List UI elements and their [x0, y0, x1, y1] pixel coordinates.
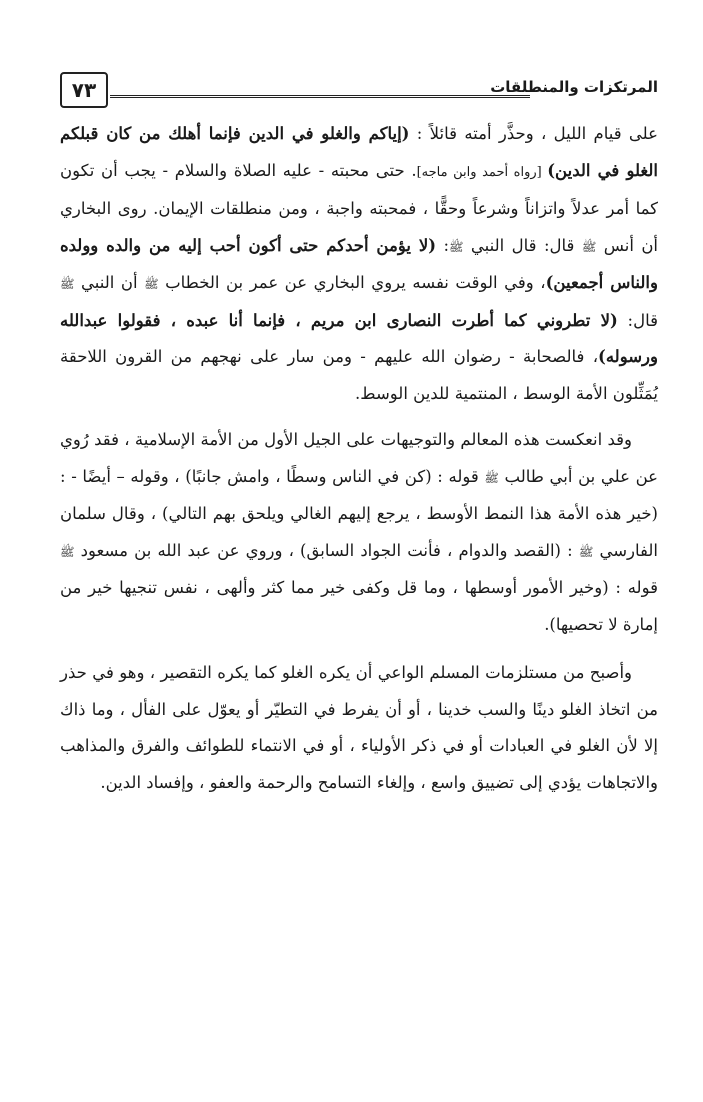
honorific-glyph: ﷺ: [581, 239, 597, 254]
paragraph-1: [60, 116, 658, 412]
citation: [رواه أحمد وابن ماجه]: [416, 164, 548, 180]
honorific-glyph: ﷺ: [60, 277, 75, 291]
running-title: المرتكزات والمنطلقات: [490, 78, 658, 96]
honorific-glyph: ﷺ: [144, 277, 159, 291]
text-segment: :: [436, 235, 450, 255]
text-segment: ، وفي الوقت نفسه يروي البخاري عن عمر بن الخطاب: [158, 273, 546, 292]
text-segment: على قيام الليل ، وحذَّر أمته قائلاً :: [409, 124, 658, 143]
honorific-glyph: ﷺ: [484, 470, 499, 485]
text-segment: . حتى محبته - عليه الصلاة والسلام - يجب أن تكون كما أمر عدلاً واتزاناً وشرعاً وحقًّا ، فمحبته واجبة ، ومن منطلقات الإيمان. روى البخاري أن أنس: [60, 160, 659, 255]
honorific-glyph: ﷺ: [60, 544, 75, 559]
text-segment: قوله : (وخير الأمور أوسطها ، وما قل وكفى خير مما كثر وألهى ، نفس تنجيها خير من إمارة لا تحصيها).: [60, 578, 658, 634]
text-segment: وقد انعكست هذه المعالم والتوجيهات على الجيل الأول من الأمة الإسلامية ، فقد رُوي عن علي بن أبي طالب: [60, 430, 658, 486]
page-body: [60, 116, 658, 801]
honorific-glyph: ﷺ: [578, 544, 594, 559]
text-segment: أن النبي: [74, 273, 145, 292]
hadith-quote: (لا تطروني كما أطرت النصارى ابن مريم ، فإنما أنا عبده ، فقولوا عبدالله ورسوله): [60, 310, 658, 366]
page-number: ٧٣: [60, 72, 108, 108]
text-segment: قال: قال النبي: [463, 235, 582, 255]
honorific-glyph: ﷺ: [449, 239, 464, 254]
page-header: [60, 72, 658, 112]
text-segment: ، فالصحابة - رضوان الله عليهم - ومن سار على نهجهم من القرون اللاحقة يُمَثِّلون الأمة الوسط ، المنتمية للدين الوسط.: [60, 347, 658, 403]
text-segment: : (القصد والدوام ، فأنت الجواد السابق) ، وروي عن عبد الله بن مسعود: [74, 540, 579, 560]
paragraph-3: وأصبح من مستلزمات المسلم الواعي أن يكره الغلو كما يكره التقصير ، وهو في حذر من اتخاذ الغلو دينًا والسب خدينا ، أو أن يفرط في التطيّر أو يعوّل على الفأل ، وما ذاك إلا لأن الغلو في العبادات أو في ذكر الأولياء ، أو في الانتماء للطوائف والفرق والمذاهب والاتجاهات يؤدي إلى تضييق واسع ، وإلغاء التسامح والرحمة والعفو ، وإفساد الدين.: [60, 663, 658, 792]
paragraph-2: [60, 422, 658, 643]
header-rule: [110, 95, 530, 98]
text-segment: قال:: [617, 310, 658, 330]
text-segment: قوله : (كن في الناس وسطًا ، وامش جانبًا) ، وقوله – أيضًا - : (خير هذه الأمة هذا النمط الأوسط ، يرجع إليهم الغالي ويلحق بهم التالي) ، وقال سلمان الفارسي: [60, 466, 658, 560]
hadith-quote: (لا يؤمن أحدكم حتى أكون أحب إليه من والده وولده والناس أجمعين): [60, 235, 658, 292]
hadith-quote: (إياكم والغلو في الدين فإنما أهلك من كان قبلكم الغلو في الدين): [60, 124, 658, 180]
